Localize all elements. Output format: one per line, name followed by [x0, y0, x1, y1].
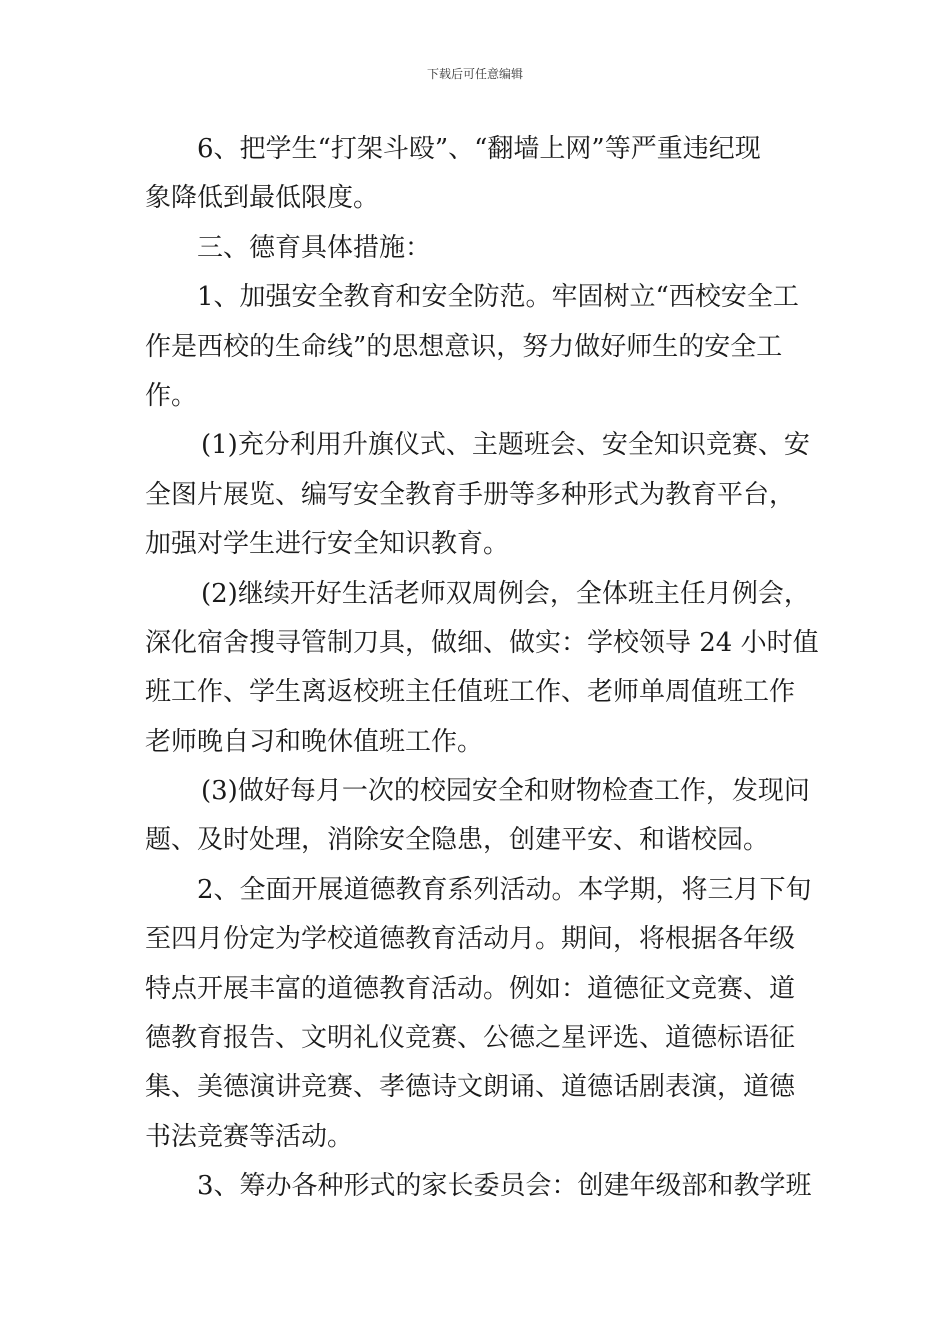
text-line: 班工作、学生离返校班主任值班工作、老师单周值班工作	[145, 677, 796, 708]
text-line: 1、加强安全教育和安全防范。牢固树立“西校安全工	[197, 282, 799, 313]
text-line: (1)充分利用升旗仪式、主题班会、安全知识竞赛、安	[201, 430, 810, 461]
text-line: 象降低到最低限度。	[145, 183, 380, 214]
text-line: 集、美德演讲竞赛、孝德诗文朗诵、道德话剧表演，道德	[145, 1072, 796, 1103]
text-line: 深化宿舍搜寻管制刀具，做细、做实：学校领导 24 小时值	[145, 627, 819, 658]
page-header: 下载后可任意编辑	[426, 67, 523, 81]
text-line: 书法竞赛等活动。	[145, 1121, 354, 1152]
text-line: (3)做好每月一次的校园安全和财物检查工作，发现问	[201, 776, 810, 807]
text-line: 老师晚自习和晚休值班工作。	[145, 726, 484, 757]
text-line: 德教育报告、文明礼仪竞赛、公德之星评选、道德标语征	[145, 1023, 796, 1054]
text-line: 加强对学生进行安全知识教育。	[145, 529, 510, 560]
text-line: 2、全面开展道德教育系列活动。本学期，将三月下旬	[197, 874, 812, 905]
text-line: 6、把学生“打架斗殴”、“翻墙上网”等严重违纪现	[197, 134, 761, 164]
text-line: (2)继续开好生活老师双周例会，全体班主任月例会，	[201, 578, 810, 609]
text-line: 3、筹办各种形式的家长委员会：创建年级部和教学班	[197, 1171, 812, 1202]
text-line: 三、德育具体措施：	[197, 232, 432, 263]
text-line: 作是西校的生命线”的思想意识，努力做好师生的安全工	[145, 331, 783, 362]
text-line: 题、及时处理，消除安全隐患，创建平安、和谐校园。	[145, 825, 770, 856]
text-line: 全图片展览、编写安全教育手册等多种形式为教育平台，	[145, 479, 796, 510]
text-line: 作。	[145, 380, 198, 411]
document-body	[145, 125, 819, 1212]
text-line: 至四月份定为学校道德教育活动月。期间，将根据各年级	[145, 924, 796, 955]
text-line: 特点开展丰富的道德教育活动。例如：道德征文竞赛、道	[145, 973, 796, 1004]
